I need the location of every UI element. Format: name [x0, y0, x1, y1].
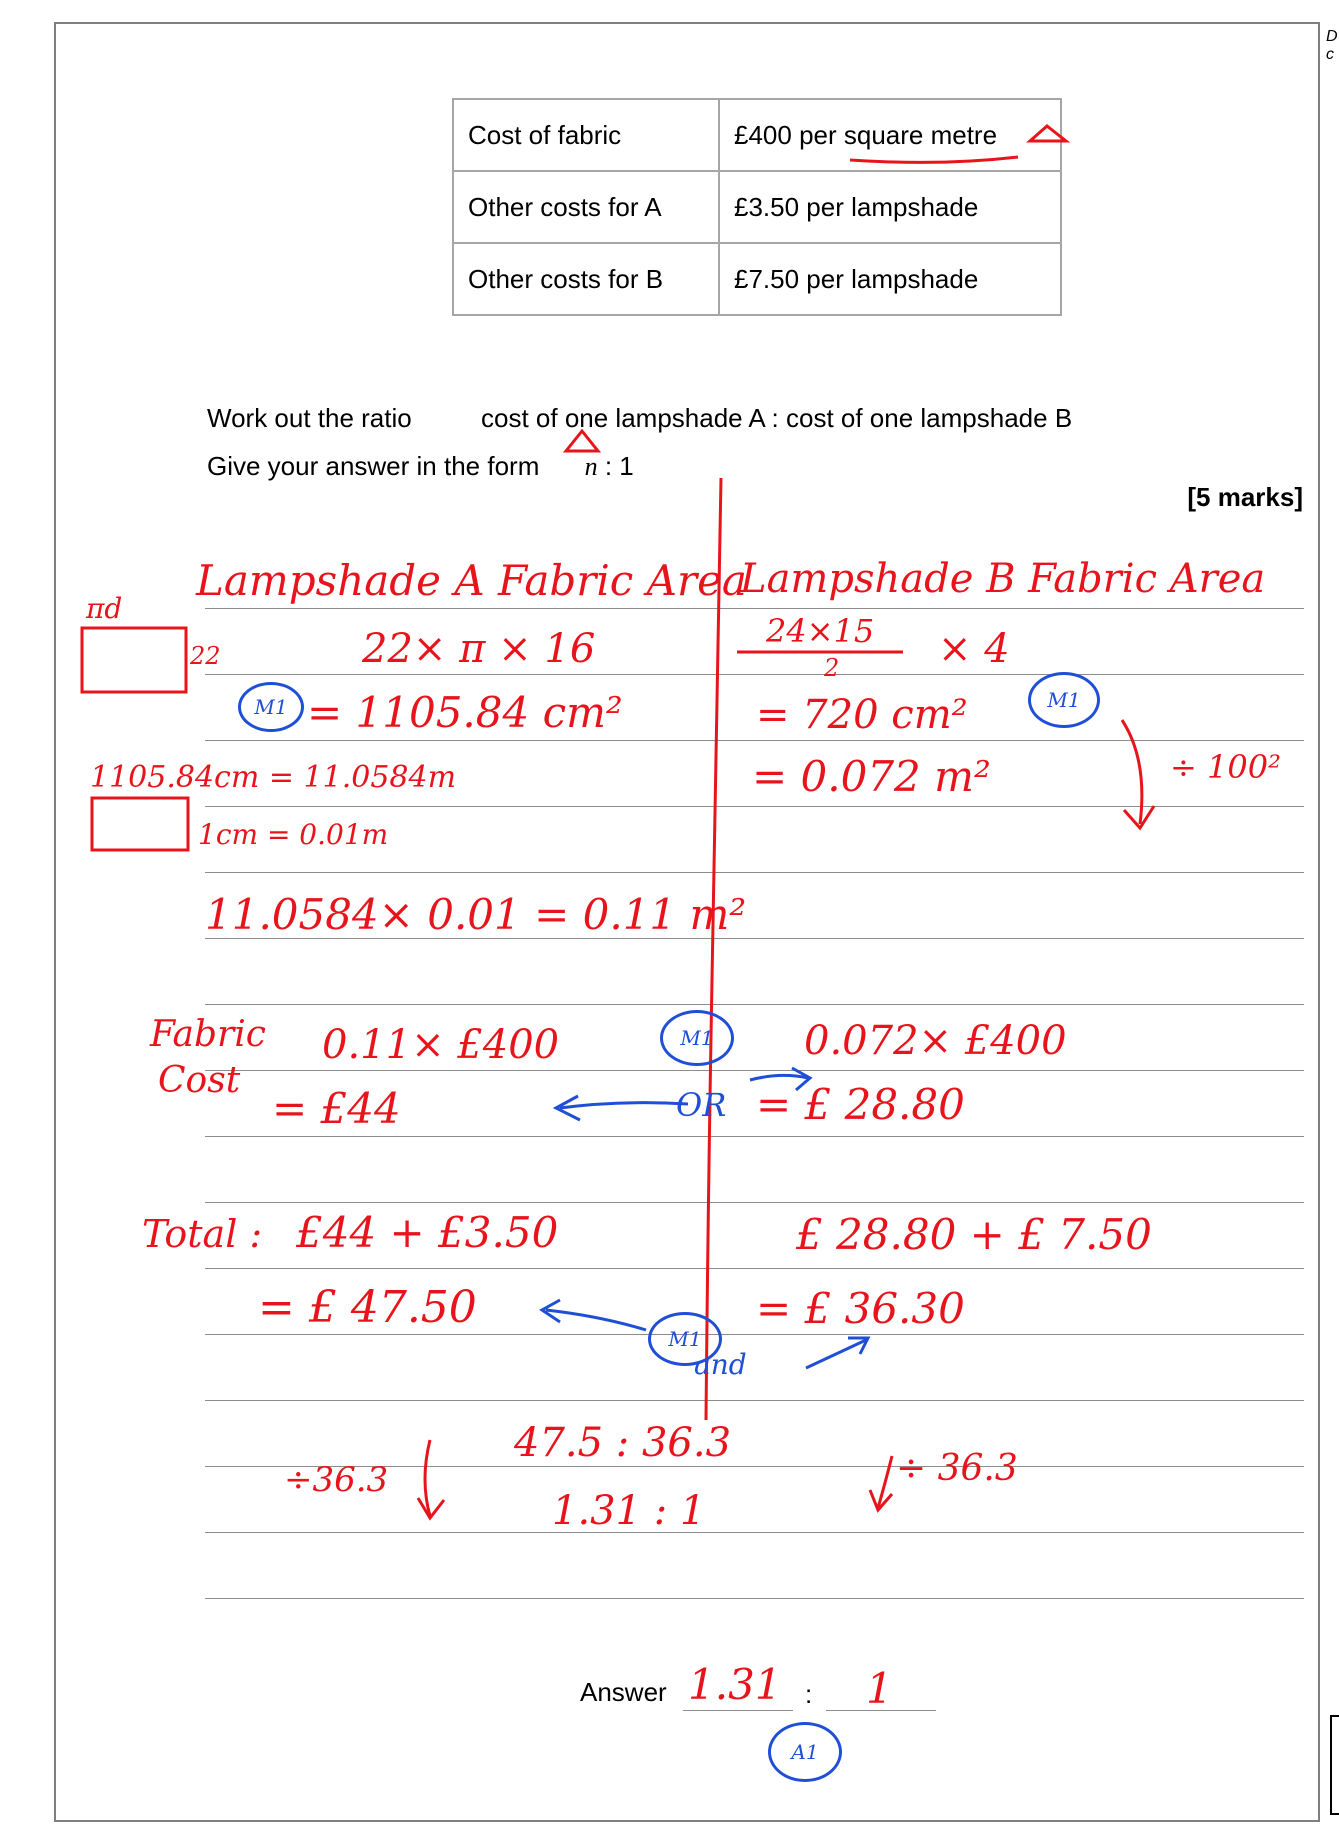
table-cell-label: Other costs for A	[453, 171, 719, 243]
b-divide-note: ÷ 100²	[1170, 748, 1281, 786]
b-fraction-numerator: 24×15	[766, 612, 875, 650]
m1-mark: M1	[1028, 672, 1100, 728]
b-fraction-denominator: 2	[824, 654, 840, 682]
arrow-left-icon	[546, 1310, 646, 1330]
and-note: and	[694, 1348, 747, 1381]
a-total-calc: £44 + £3.50	[296, 1208, 559, 1257]
marks-indicator: [5 marks]	[1187, 482, 1303, 512]
b-fabric-calc: 0.072× £400	[804, 1018, 1067, 1064]
ratio-line-2: 1.31 : 1	[552, 1488, 706, 1534]
question-form-label: Give your answer in the form	[207, 451, 540, 481]
a-area-m2: 11.0584× 0.01 = 0.11 m²	[205, 890, 747, 939]
triangle-icon	[1030, 126, 1066, 141]
arrow-down-icon	[1122, 720, 1142, 824]
table-cell-label: Cost of fabric	[453, 99, 719, 171]
total-label: Total :	[142, 1212, 263, 1256]
question-form-variable: n	[584, 452, 598, 481]
arrowhead	[418, 1498, 444, 1518]
question-ratio: cost of one lampshade A : cost of one lampshade B	[481, 403, 1073, 433]
a-area-result: = 1105.84 cm²	[307, 688, 623, 737]
answer-line-left	[683, 1710, 793, 1711]
a-fabric-cost: = £44	[272, 1084, 401, 1133]
a-total: = £ 47.50	[258, 1282, 477, 1333]
heading-lampshade-b: Lampshade B Fabric Area	[740, 556, 1266, 602]
or-note: OR	[676, 1086, 727, 1124]
a-area-calc: 22× π × 16	[362, 626, 596, 672]
pi-d-note: πd	[86, 592, 123, 625]
side-note: D c	[1326, 28, 1338, 63]
a-fabric-calc: 0.11× £400	[322, 1022, 560, 1068]
divider-line	[706, 478, 721, 1420]
answer-colon: :	[805, 1679, 813, 1709]
divide-left-note: ÷36.3	[284, 1460, 389, 1500]
b-area-m2: = 0.072 m²	[752, 752, 991, 801]
ratio-line-1: 47.5 : 36.3	[514, 1420, 732, 1466]
m1-mark: M1	[238, 682, 304, 732]
table-cell-value: £3.50 per lampshade	[719, 171, 1061, 243]
b-total-calc: £ 28.80 + £ 7.50	[796, 1210, 1152, 1259]
fabric-label: Fabric	[150, 1014, 266, 1055]
a-conversion-1: 1105.84cm = 11.0584m	[90, 760, 457, 795]
divide-right-note: ÷ 36.3	[896, 1448, 1018, 1489]
triangle-icon	[566, 431, 598, 451]
answer-left-value: 1.31	[688, 1660, 782, 1709]
table-cell-value: £7.50 per lampshade	[719, 243, 1061, 315]
a1-mark: A1	[768, 1722, 842, 1782]
b-area-result: = 720 cm²	[756, 692, 968, 738]
underline-mark	[850, 157, 1018, 162]
arrow-left-icon	[560, 1103, 688, 1108]
m1-mark: M1	[660, 1010, 734, 1066]
box-label-22: 22	[190, 642, 221, 670]
question-form-rest: : 1	[597, 451, 634, 481]
b-times-four: × 4	[938, 626, 1010, 672]
answer-label: Answer	[580, 1677, 667, 1707]
b-total: = £ 36.30	[756, 1284, 965, 1333]
m1-mark: M1	[648, 1312, 722, 1366]
red-box	[92, 798, 188, 850]
cost-label: Cost	[158, 1060, 241, 1101]
arrow-right-icon	[806, 1340, 866, 1368]
arrow-down-icon	[425, 1440, 430, 1516]
answer-right-value: 1	[866, 1664, 893, 1713]
heading-lampshade-a: Lampshade A Fabric Area	[196, 556, 747, 605]
arrowhead	[1124, 806, 1154, 828]
table-cell-value: £400 per square metre	[719, 99, 1061, 171]
b-fabric-cost: = £ 28.80	[756, 1080, 965, 1129]
table-cell-label: Other costs for B	[453, 243, 719, 315]
a-conversion-2: 1cm = 0.01m	[198, 818, 389, 851]
red-box	[82, 628, 186, 692]
question-prefix: Work out the ratio	[207, 403, 412, 433]
